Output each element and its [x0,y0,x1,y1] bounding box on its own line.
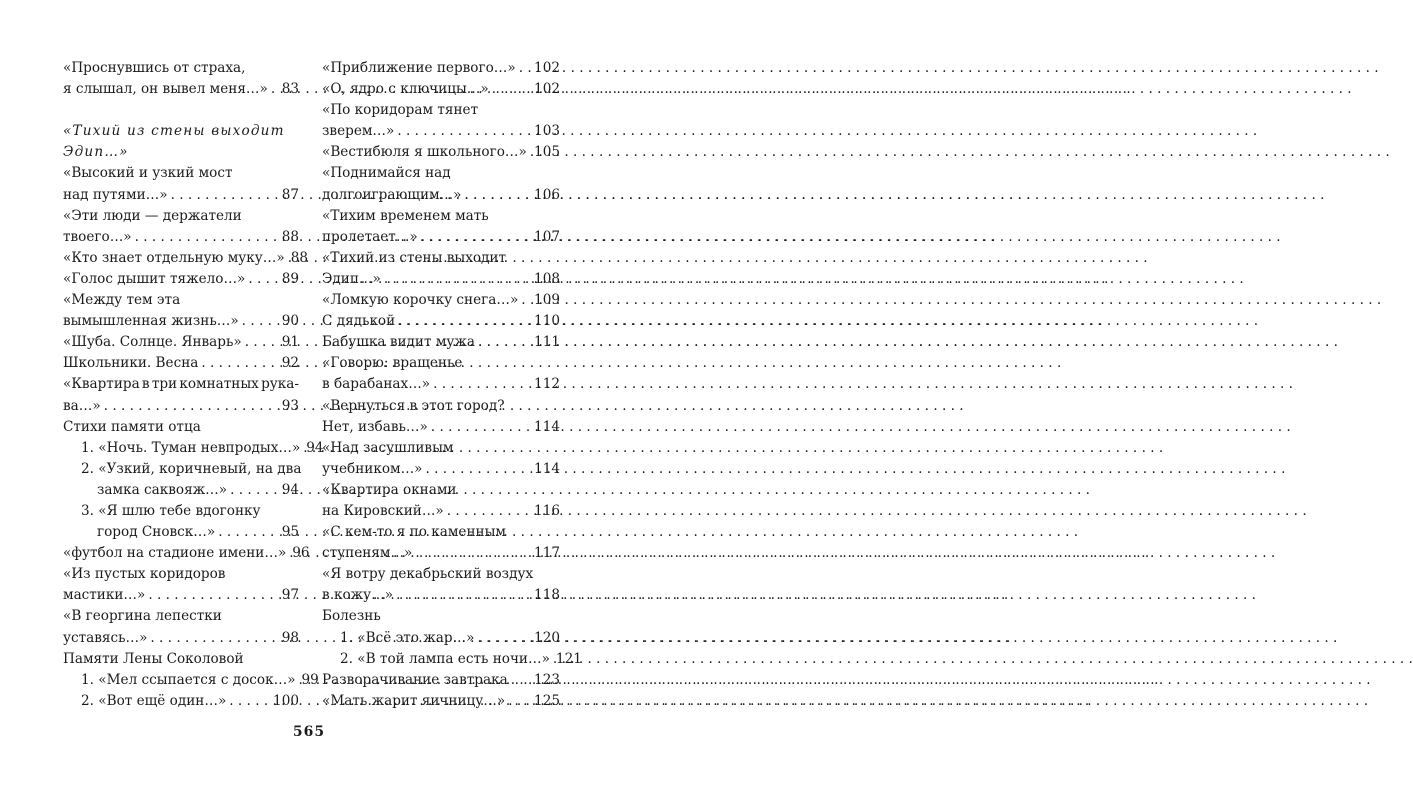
toc-entry-title: Эдип…» [63,144,129,161]
toc-entry-page: 125 [534,692,560,709]
toc-entry [63,691,299,712]
toc-entry-page: 90 [281,313,299,330]
toc-entry-title: ва…» [63,397,101,414]
toc-entry-page: 94 [306,439,324,456]
toc-entry-line [322,480,560,501]
toc-entry [322,142,560,163]
toc-entry-line [322,564,560,585]
blank-line [63,100,299,121]
toc-entry-page: 102 [534,60,560,76]
toc-entry [322,501,560,522]
toc-entry-title: 1. «Мел ссыпается с досок…» [81,671,296,688]
leader-dots [431,417,531,438]
toc-entry-title: «Эти люди — держатели [63,207,242,224]
toc-entry-title: «Шуба. Солнце. Январь» [63,334,242,351]
toc-entry-line [63,374,299,395]
toc-entry-title: «Поднимайся над [322,165,451,182]
toc-entry-title: 3. «Я шлю тебе вдогонку [81,502,261,519]
toc-entry [63,438,324,459]
toc-entry-page: 114 [534,460,560,477]
leader-dots [201,353,278,374]
toc-entry [322,290,560,311]
toc-entry-page: 99 [301,671,319,688]
toc-entry-page: 83 [281,81,299,98]
toc-entry-page: 102 [534,81,560,98]
toc-entry [322,628,560,649]
toc-entry-line [322,248,560,269]
leader-dots [465,185,532,206]
toc-entry-title: долгоиграющим…» [322,186,462,203]
toc-entry-title: «С кем-то я по каменным [322,524,506,541]
leader-dots [384,269,531,290]
toc-entry-page: 112 [534,376,560,393]
toc-entry [322,459,560,480]
leader-dots [148,585,278,606]
toc-entry-line [63,501,299,522]
toc-entry-title: пролетает…» [322,228,418,245]
toc-entry-page: 95 [281,524,299,541]
toc-entry [322,543,560,564]
toc-entry-page: 121 [555,650,582,667]
toc-entry-page: 106 [534,186,560,203]
toc-entry-title: «Вестибюля я школьного…» [322,144,527,161]
toc-entry-title: 1. «Ночь. Туман невпродых…» [81,439,301,456]
toc-entry-page: 116 [534,502,560,519]
toc-entry [322,374,560,395]
toc-entry-page: 94 [281,481,299,498]
toc-entry-title: «Приближение первого…» [322,60,516,76]
toc-right-column [322,58,582,712]
toc-entry [63,332,299,353]
toc-entry [63,79,299,100]
toc-entry-title: «Высокий и узкий мост [63,165,233,182]
toc-entry [322,227,560,248]
toc-entry-line [322,206,560,227]
toc-entry [63,543,310,564]
toc-entry [63,585,299,606]
toc-entry-line [63,417,299,438]
leader-dots [478,332,531,353]
toc-entry-page: 103 [534,123,560,140]
leader-dots [415,543,531,564]
toc-entry-line [63,58,299,79]
toc-entry-title: город Сновск…» [97,524,216,541]
toc-entry-title: я слышал, он вывел меня…» [63,81,268,98]
toc-entry-title: на Кировский…» [322,502,444,519]
toc-entry-title: «Говорю: вращенье [322,355,463,372]
toc-entry-line [322,353,560,374]
toc-entry-title: Школьники. Весна [63,355,199,372]
toc-entry-title: Нет, избавь…» [322,418,428,435]
toc-entry-title: Болезнь [322,608,381,625]
toc-entry-line [322,606,560,627]
toc-entry [322,185,560,206]
toc-entry-title: твоего…» [63,228,132,245]
toc-entry-page: 100 [273,692,299,709]
toc-entry-page: 110 [534,313,560,330]
toc-entry-title: Бабушка видит мужа [322,334,476,351]
toc-entry-title: «Квартира окнами [322,481,457,498]
toc-entry-title: «Голос дышит тяжело…» [63,270,246,287]
toc-entry-title: Разворачивание завтрака [322,671,508,688]
leader-dots [530,142,531,163]
toc-entry [63,396,299,417]
leader-dots [492,79,531,100]
toc-entry-page: 120 [534,629,560,646]
toc-entry-title: «Проснувшись от страха, [63,60,246,76]
toc-entry-title: «О, ядро с ключицы…» [322,81,489,98]
toc-entry-page: 111 [534,334,560,351]
toc-entry [63,248,308,269]
toc-entry-line [63,142,299,163]
toc-left-column [63,58,324,712]
toc-entry-line [322,438,560,459]
toc-entry-page: 91 [281,334,299,351]
leader-dots [104,396,279,417]
toc-entry-page: 98 [281,629,299,646]
leader-dots [230,480,279,501]
toc-entry-title: «Мать жарит яичницу…» [322,692,506,709]
toc-entry-title: замка саквояж…» [97,481,228,498]
page-number: 565 [292,724,326,740]
toc-entry [63,670,319,691]
toc-entry-title: в барабанах…» [322,376,431,393]
toc-entry-page: 87 [281,186,299,203]
leader-dots [150,628,278,649]
leader-dots [433,374,531,395]
toc-entry-page: 108 [534,270,560,287]
leader-dots [218,522,278,543]
toc-entry-title: зверем…» [322,123,395,140]
toc-entry-line [63,606,299,627]
toc-entry-title: «Кто знает отдельную муку…» [63,249,285,266]
toc-entry-title: «футбол на стадионе имени…» [63,545,287,562]
toc-entry-title: «Между тем эта [63,292,181,309]
toc-entry-line [322,396,560,417]
toc-entry-line [63,121,299,142]
toc-entry [322,417,560,438]
toc-entry-page: 105 [534,144,560,161]
toc-entry [63,628,299,649]
toc-entry-line [322,522,560,543]
toc-entry-title: «По коридорам тянет [322,102,479,119]
toc-entry-line [322,163,560,184]
leader-dots [171,185,279,206]
toc-entry-title: мастики…» [63,587,146,604]
toc-entry-title: Эдип…» [322,270,381,287]
toc-entry-page: 109 [534,292,560,309]
toc-entry [63,227,299,248]
toc-entry-title-justified: «Квартира в три комнатных рука- [63,376,299,393]
toc-entry-page: 88 [281,228,299,245]
toc-entry-title: вымышленная жизнь…» [63,313,239,330]
leader-dots [271,79,279,100]
leader-dots [421,227,531,248]
toc-entry-title: «Ломкую корочку снега…» [322,292,519,309]
toc-entry [63,353,299,374]
toc-entry [322,311,560,332]
toc-entry-line [63,163,299,184]
toc-entry [63,311,299,332]
toc-entry-title: ступеням…» [322,545,413,562]
toc-entry-page: 92 [281,355,299,372]
toc-entry-title: Памяти Лены Соколовой [63,650,244,667]
toc-entry-title: учебником…» [322,460,423,477]
toc-entry-title: над путями…» [63,186,168,203]
toc-entry-title: «Тихий из стены выходит [322,249,507,266]
toc-entry [322,121,560,142]
toc-entry-page: 107 [534,228,560,245]
toc-entry-line [322,100,560,121]
toc-entry [63,480,299,501]
toc-entry-title: «Над засушливым [322,439,454,456]
toc-entry-title: уставясь…» [63,629,148,646]
toc-entry-page: 88 [290,249,308,266]
leader-dots [508,691,531,712]
toc-entry-line [63,206,299,227]
toc-entry-line [63,564,299,585]
toc-entry [322,79,560,100]
toc-entry-page: 96 [292,545,310,562]
toc-entry-line [63,290,299,311]
toc-entry-title: «Из пустых коридоров [63,566,226,583]
leader-dots [248,269,278,290]
toc-entry [322,332,560,353]
toc-entry-title: 2. «В той лампа есть ночи…» [340,650,550,667]
toc-entry-page: 123 [534,671,560,688]
leader-dots [396,585,531,606]
toc-entry-title: Стихи памяти отца [63,418,201,435]
leader-dots [398,311,531,332]
toc-entry-title: 1. «Всё это жар…» [340,629,475,646]
toc-entry-line [63,649,299,670]
toc-entry-title: «Тихий из стены выходит [63,123,285,140]
toc-entry-title: С дядькой [322,313,396,330]
leader-dots [426,459,532,480]
toc-entry-title: 2. «Узкий, коричневый, на два [81,460,302,477]
leader-dots [511,670,531,691]
leader-dots [521,290,531,311]
toc-entry-title: «Тихим временем мать [322,207,489,224]
toc-entry [322,58,560,79]
toc-entry [322,269,560,290]
toc-entry [322,649,582,670]
toc-entry-title: «Вернуться в этот город? [322,397,505,414]
toc-entry [322,585,560,606]
toc-entry [63,185,299,206]
leader-dots [229,691,270,712]
toc-entry-page: 89 [281,270,299,287]
toc-entry-line [63,459,302,480]
toc-entry [63,522,299,543]
leader-dots [135,227,279,248]
toc-entry-title: «Я вотру декабрьский воздух [322,566,534,583]
leader-dots [245,332,279,353]
toc-entry-page: 118 [534,587,560,604]
toc-entry [63,269,299,290]
leader-dots [519,58,531,79]
toc-entry-page: 114 [534,418,560,435]
toc-entry-title: «В георгина лепестки [63,608,222,625]
toc-entry-page: 117 [534,545,560,562]
toc-entry-title: в кожу…» [322,587,394,604]
leader-dots [447,501,531,522]
leader-dots [477,628,531,649]
toc-entry [322,670,560,691]
toc-entry-page: 97 [281,587,299,604]
leader-dots [397,121,531,142]
leader-dots [242,311,279,332]
toc-entry-title: 2. «Вот ещё один…» [81,692,227,709]
toc-entry-page: 93 [281,397,299,414]
toc-entry [322,691,560,712]
